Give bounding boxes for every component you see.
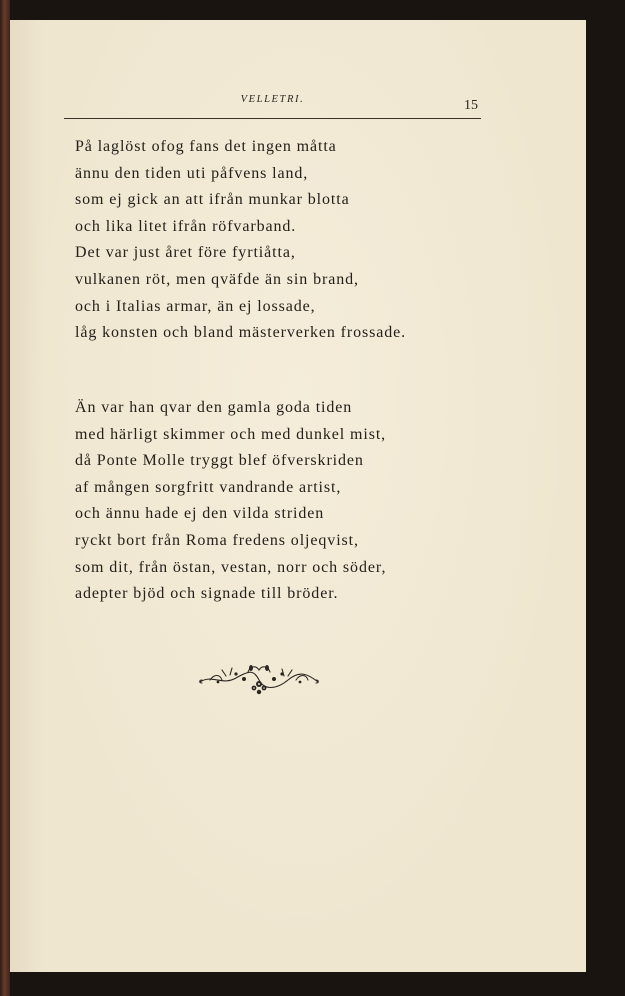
book-spine-edge xyxy=(0,0,10,996)
page-number: 15 xyxy=(464,98,478,113)
verse-line: och lika litet ifrån röfvarband. xyxy=(75,217,297,235)
verse-line: och i Italias armar, än ej lossade, xyxy=(75,297,316,315)
verse-line: låg konsten och bland mästerverken frossade. xyxy=(75,324,407,342)
verse-line: som ej gick an att ifrån munkar blotta xyxy=(75,191,350,209)
verse-line: som dit, från östan, vestan, norr och söder, xyxy=(75,558,387,576)
stanza-1 xyxy=(75,134,406,347)
header-rule xyxy=(64,118,481,119)
stanza-2 xyxy=(75,395,386,608)
verse-line: adepter bjöd och signade till bröder. xyxy=(75,585,339,603)
floral-vignette-icon xyxy=(196,662,322,698)
verse-line: På laglöst ofog fans det ingen måtta xyxy=(75,138,337,155)
verse-line: Än var han qvar den gamla goda tiden xyxy=(75,399,353,416)
verse-line: Det var just året före fyrtiåtta, xyxy=(75,244,296,262)
verse-line: och ännu hade ej den vilda striden xyxy=(75,505,325,523)
verse-line: vulkanen röt, men qväfde än sin brand, xyxy=(75,270,359,288)
verse-line: ryckt bort från Roma fredens oljeqvist, xyxy=(75,531,359,549)
verse-line: af mången sorgfritt vandrande artist, xyxy=(75,478,342,496)
running-title: VELLETRI. xyxy=(240,94,305,105)
verse-line: ännu den tiden uti påfvens land, xyxy=(75,164,309,182)
verse-line: då Ponte Molle tryggt blef öfverskriden xyxy=(75,452,364,470)
verse-line: med härligt skimmer och med dunkel mist, xyxy=(75,425,387,443)
page-header xyxy=(64,94,481,116)
